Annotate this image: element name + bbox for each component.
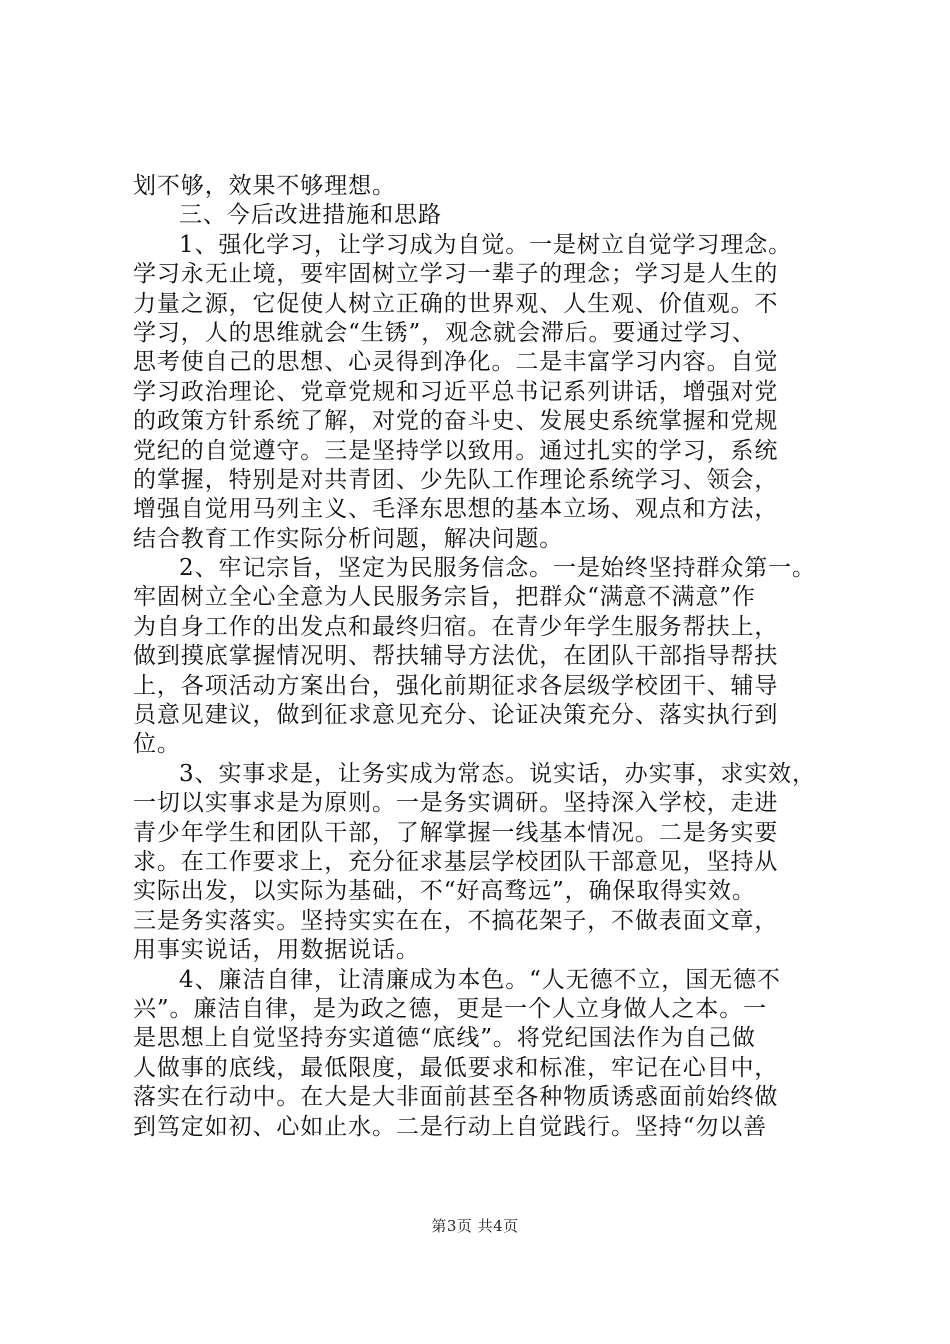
text-line: 一切以实事求是为原则。一是务实调研。坚持深入学校，走进 — [133, 790, 779, 817]
text-line: 用事实说话，用数据说话。 — [133, 937, 420, 964]
text-line: 是思想上自觉坚持夯实道德“底线”。将党纪国法作为自己做 — [133, 1025, 756, 1052]
text-line: 落实在行动中。在大是大非面前甚至各种物质诱惑面前始终做 — [133, 1084, 779, 1111]
section-heading: 三、今后改进措施和思路 — [179, 202, 442, 229]
text-line: 结合教育工作实际分析问题，解决问题。 — [133, 525, 564, 552]
text-line: 员意见建议，做到征求意见充分、论证决策充分、落实执行到 — [133, 702, 779, 729]
text-line: 人做事的底线，最低限度，最低要求和标准，牢记在心目中， — [133, 1054, 779, 1081]
text-line: 做到摸底掌握情况明、帮扶辅导方法优，在团队干部指导帮扶 — [133, 643, 779, 670]
text-line: 增强自觉用马列主义、毛泽东思想的基本立场、观点和方法， — [133, 496, 779, 523]
text-line: 青少年学生和团队干部，了解掌握一线基本情况。二是务实要 — [133, 819, 779, 846]
paragraph-3-start: 3、实事求是，让务实成为常态。说实话，办实事，求实效， — [179, 760, 816, 787]
text-line: 的政策方针系统了解，对党的奋斗史、发展史系统掌握和党规 — [133, 408, 779, 435]
text-line: 力量之源，它促使人树立正确的世界观、人生观、价值观。不 — [133, 290, 779, 317]
text-line: 上，各项活动方案出台，强化前期征求各层级学校团干、辅导 — [133, 672, 779, 699]
text-line: 学习，人的思维就会“生锈”，观念就会滞后。要通过学习、 — [133, 319, 756, 346]
text-line: 的掌握，特别是对共青团、少先队工作理论系统学习、领会， — [133, 466, 779, 493]
text-line: 求。在工作要求上，充分征求基层学校团队干部意见，坚持从 — [133, 848, 779, 875]
text-line: 学习永无止境，要牢固树立学习一辈子的理念；学习是人生的 — [133, 261, 779, 288]
text-line: 思考使自己的思想、心灵得到净化。二是丰富学习内容。自觉 — [133, 349, 779, 376]
text-line: 学习政治理论、党章党规和习近平总书记系列讲话，增强对党 — [133, 378, 779, 405]
text-line: 兴”。廉洁自律，是为政之德，更是一个人立身做人之本。一 — [133, 995, 768, 1022]
text-line: 位。 — [133, 731, 181, 758]
paragraph-2-start: 2、牢记宗旨，坚定为民服务信念。一是始终坚持群众第一。 — [179, 555, 816, 582]
text-line: 实际出发，以实际为基础，不“好高骛远”，确保取得实效。 — [133, 878, 756, 905]
text-line: 党纪的自觉遵守。三是坚持学以致用。通过扎实的学习，系统 — [133, 437, 779, 464]
text-line: 到笃定如初、心如止水。二是行动上自觉践行。坚持“勿以善 — [133, 1113, 768, 1140]
text-line: 为自身工作的出发点和最终归宿。在青少年学生服务帮扶上， — [133, 613, 779, 640]
paragraph-1-start: 1、强化学习，让学习成为自觉。一是树立自觉学习理念。 — [179, 231, 793, 258]
paragraph-4-start: 4、廉洁自律，让清廉成为本色。“人无德不立，国无德不 — [179, 966, 781, 993]
page-number-footer: 第3页 共4页 — [431, 1217, 519, 1235]
document-body — [133, 172, 833, 1142]
text-line: 划不够，效果不够理想。 — [133, 173, 396, 199]
text-line: 牢固树立全心全意为人民服务宗旨，把群众“满意不满意”作 — [133, 584, 756, 611]
text-line: 三是务实落实。坚持实实在在，不搞花架子，不做表面文章， — [133, 907, 779, 934]
